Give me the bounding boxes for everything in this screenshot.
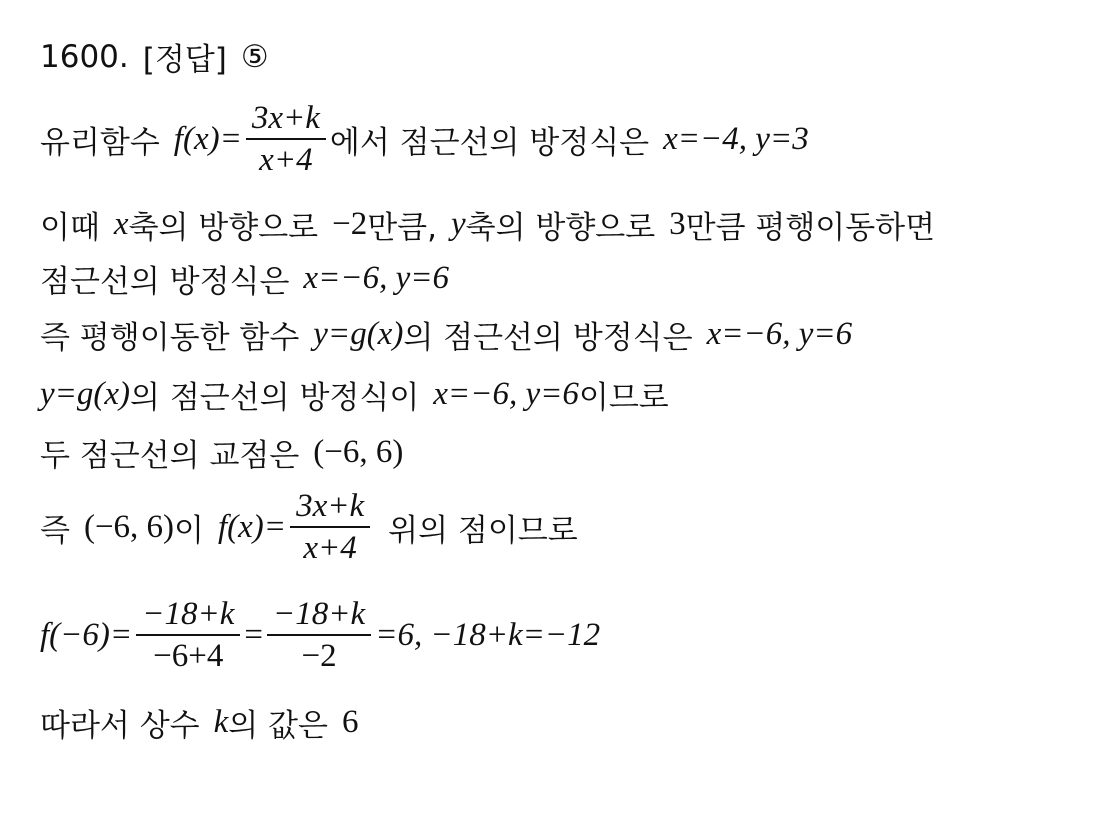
text: 이므로 [578,380,669,416]
fraction [290,486,370,568]
equation: x=−6, y=6 [433,376,579,412]
function-g: y=g(x) [40,376,131,412]
text: 위의 점이므로 [388,512,578,549]
function-f-value: f(−6)= [40,616,133,653]
problem-number: 1600. [40,38,129,75]
text: 에서 점근선의 방정식은 [329,124,650,161]
value: −2 [332,206,368,242]
text: 이 [174,512,204,549]
answer-choice: ⑤ [240,38,269,75]
text: 점근선의 방정식은 [40,264,290,300]
line-5 [40,372,669,417]
value: 3 [669,206,686,242]
denominator: x+4 [303,530,357,566]
text: 축의 방향으로 [128,210,319,246]
text: 즉 평행이동한 함수 [40,320,300,356]
answer-header [40,34,269,79]
line-6 [40,430,403,475]
var-k: k [213,704,229,740]
function-f: f(x)= [218,508,287,545]
point: (−6, 6) [83,508,175,545]
numerator: −18+k [142,596,235,632]
equation: =6, −18+k=−12 [375,616,601,653]
answer-label: [정답] [142,42,227,78]
text: 축의 방향으로 [465,210,656,246]
text: 즉 [40,512,70,549]
line-3 [40,256,449,301]
point: (−6, 6) [313,434,404,470]
denominator: x+4 [259,142,313,178]
text: 따라서 상수 [40,708,200,744]
line-2 [40,202,935,247]
line-8 [40,594,600,676]
numerator: 3x+k [296,488,365,524]
line-4 [40,312,852,357]
equals: = [244,616,263,653]
equation: x=−4, y=3 [663,120,809,157]
text: 의 점근선의 방정식은 [403,320,693,356]
fraction [267,594,371,676]
equation: x=−6, y=6 [303,260,450,296]
denominator: −6+4 [153,638,224,674]
text: 만큼, [367,210,437,246]
text: 이때 [40,210,100,246]
text: 유리함수 [40,124,160,161]
numerator: 3x+k [251,100,320,136]
final-answer: 6 [341,704,359,740]
fraction [246,98,326,180]
numerator: −18+k [273,596,366,632]
var-x: x [113,206,129,242]
text: 두 점근선의 교점은 [40,438,300,474]
equation: x=−6, y=6 [706,316,853,352]
fraction [136,594,240,676]
text: 만큼 평행이동하면 [685,210,936,246]
line-7 [40,486,578,568]
text: 의 값은 [228,708,328,744]
text: 의 점근선의 방정식이 [130,380,420,416]
denominator: −2 [301,638,337,674]
function-f: f(x)= [173,120,242,157]
var-y: y [450,206,466,242]
function-g: y=g(x) [313,316,404,352]
line-9 [40,700,358,745]
line-1 [40,98,809,180]
